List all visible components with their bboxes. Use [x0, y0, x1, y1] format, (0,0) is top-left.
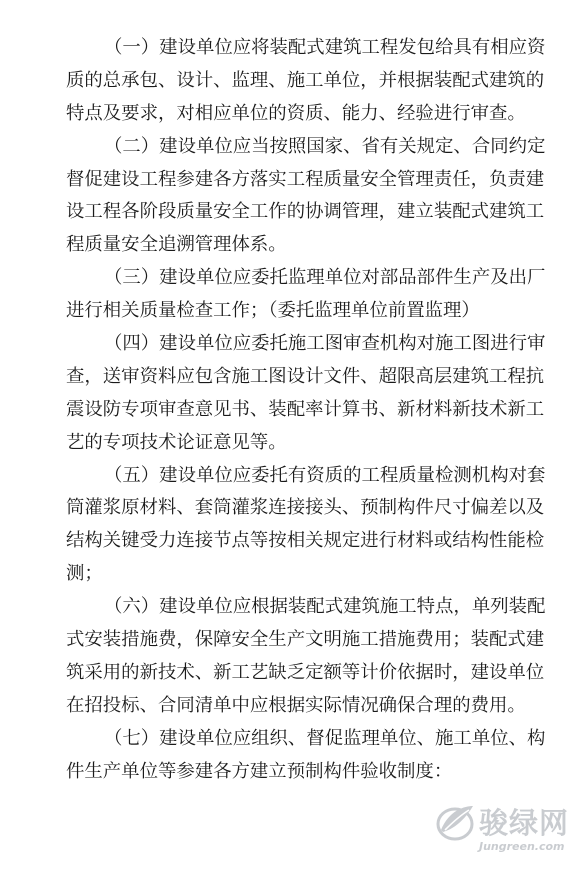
text-line: 筑采用的新技术、新工艺缺乏定额等计价依据时，建设单位	[66, 661, 545, 683]
paragraph-3	[66, 262, 546, 328]
text-line: 结构关键受力连接节点等按相关规定进行材料或结构性能检	[66, 530, 545, 552]
paragraph-4	[66, 328, 546, 460]
text-line: 测；	[66, 563, 103, 585]
watermark-url: Jungreen.com	[479, 840, 565, 853]
paragraph-5	[66, 460, 546, 592]
text-line: （七）建设单位应组织、督促监理单位、施工单位、构	[104, 727, 546, 749]
text-line: 筒灌浆原材料、套筒灌浆连接接头、预制构件尺寸偏差以及	[66, 497, 545, 519]
text-line: 件生产单位等参建各方建立预制构件验收制度：	[66, 760, 453, 782]
watermark-name: 骏绿网	[479, 806, 570, 840]
text-line: （一）建设单位应将装配式建筑工程发包给具有相应资	[104, 37, 546, 58]
text-line: 艺的专项技术论证意见等。	[66, 431, 287, 453]
paragraph-1	[66, 32, 546, 131]
paragraph-7	[66, 723, 546, 789]
text-line: （六）建设单位应根据装配式建筑施工特点，单列装配	[104, 596, 546, 618]
text-line: 进行相关质量检查工作；（委托监理单位前置监理）	[66, 300, 480, 322]
text-line: 式安装措施费，保障安全生产文明施工措施费用；装配式建	[66, 629, 545, 651]
document-body	[66, 32, 546, 788]
text-line: 特点及要求，对相应单位的资质、能力、经验进行审查。	[66, 102, 526, 124]
text-line: （四）建设单位应委托施工图审查机构对施工图进行审	[104, 333, 546, 355]
paragraph-2	[66, 131, 546, 263]
text-line: 设工程各阶段质量安全工作的协调管理，建立装配式建筑工	[66, 201, 545, 223]
text-line: （五）建设单位应委托有资质的工程质量检测机构对套	[104, 464, 546, 486]
text-line: 质的总承包、设计、监理、施工单位，并根据装配式建筑的	[66, 69, 545, 91]
text-line: 在招投标、合同清单中应根据实际情况确保合理的费用。	[66, 694, 526, 716]
text-line: 震设防专项审查意见书、装配率计算书、新材料新技术新工	[66, 398, 545, 420]
text-line: 程质量安全追溯管理体系。	[66, 234, 287, 256]
text-line: （二）建设单位应当按照国家、省有关规定、合同约定	[104, 135, 546, 157]
watermark	[433, 800, 581, 860]
text-line: 督促建设工程参建各方落实工程质量安全管理责任，负责建	[66, 168, 545, 190]
leaf-logo-icon	[433, 800, 477, 844]
text-line: 查，送审资料应包含施工图设计文件、超限高层建筑工程抗	[66, 365, 545, 387]
text-line: （三）建设单位应委托监理单位对部品部件生产及出厂	[104, 267, 546, 289]
paragraph-6	[66, 591, 546, 723]
